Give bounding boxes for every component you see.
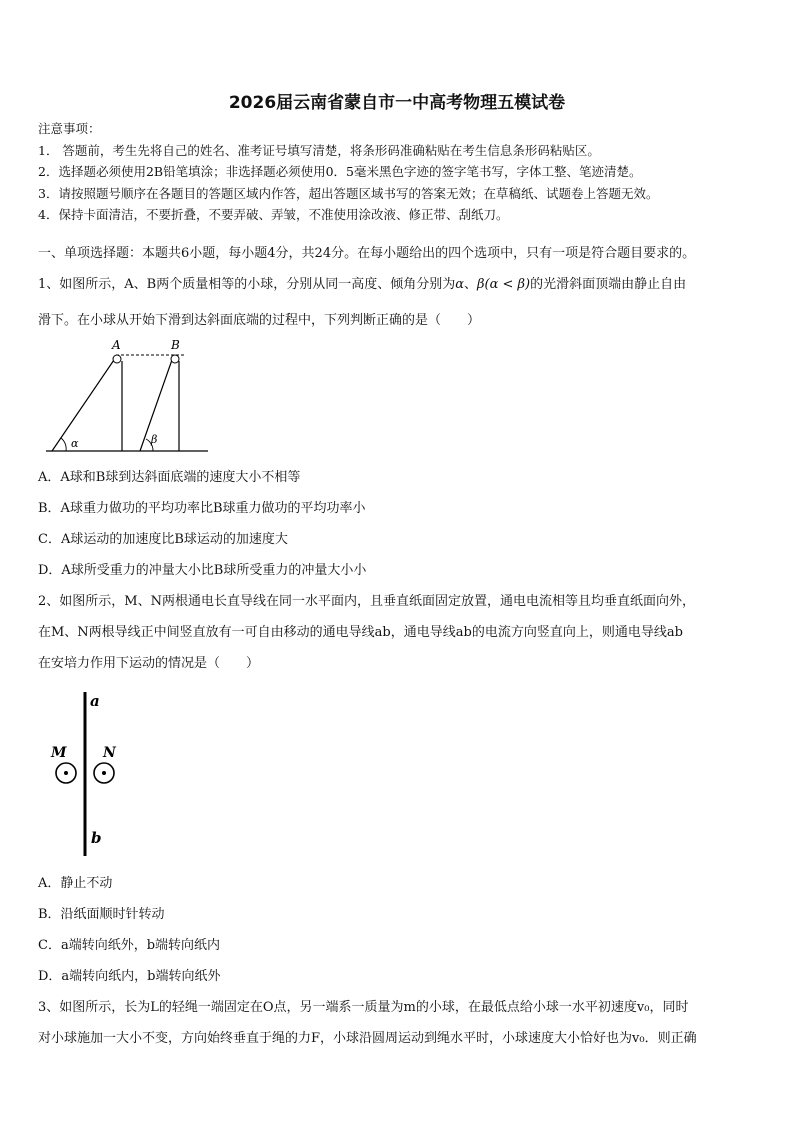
label-n: N <box>103 745 116 761</box>
label-m: M <box>51 745 67 761</box>
label-a: A <box>112 338 121 352</box>
label-beta: β <box>151 433 158 446</box>
q1-incline-figure <box>38 335 218 460</box>
q1-stem-line2: 滑下。在小球从开始下滑到达斜面底端的过程中，下列判断正确的是（ ） <box>38 313 481 328</box>
notice-heading: 注意事项： <box>38 121 101 136</box>
q1-option-b: B．A球重力做功的平均功率比B球重力做功的平均功率小 <box>38 501 366 516</box>
q1-alpha: α <box>455 277 464 292</box>
q3-stem-line2: 对小球施加一大小不变，方向始终垂直于绳的力F，小球沿圆周运动到绳水平时，小球速度大小恰好也为v₀．则正确 <box>38 1031 697 1046</box>
ball-b <box>171 355 179 363</box>
label-wire-a: a <box>90 692 100 710</box>
label-b: B <box>171 338 180 352</box>
notice-item-1: 1． 答题前，考生先将自己的姓名、准考证号填写清楚，将条形码准确粘贴在考生信息条形码粘贴区。 <box>38 143 600 158</box>
label-alpha: α <box>71 437 79 450</box>
q1-stem-line1 <box>38 276 686 294</box>
q2-stem-line3: 在安培力作用下运动的情况是（ ） <box>38 656 260 671</box>
notice-item-4: 4．保持卡面清洁，不要折叠，不要弄破、弄皱，不准使用涂改液、修正带、刮纸刀。 <box>38 207 509 222</box>
q1-beta-condition: β(α < β) <box>477 277 531 292</box>
page-title: 2026届云南省蒙自市一中高考物理五模试卷 <box>228 93 566 113</box>
wire-m-dot <box>64 771 68 775</box>
ball-a <box>113 355 121 363</box>
label-wire-b: b <box>91 829 102 847</box>
q1-stem-text-b: 的光滑斜面顶端由静止自由 <box>530 277 687 292</box>
q2-option-c: C．a端转向纸外，b端转向纸内 <box>38 938 221 953</box>
notice-item-2: 2．选择题必须使用2B铅笔填涂；非选择题必须使用0．5毫米黑色字迹的签字笔书写，字体工整、笔迹清楚。 <box>38 164 642 179</box>
q2-wire-figure <box>44 688 134 860</box>
q3-stem-line1: 3、如图所示，长为L的轻绳一端固定在O点，另一端系一质量为m的小球，在最低点给小球一水平初速度v₀，同时 <box>38 1000 689 1015</box>
q2-stem-line1: 2、如图所示，M、N两根通电长直导线在同一水平面内，且垂直纸面固定放置，通电电流相等且均垂直纸面向外， <box>38 594 695 609</box>
q1-separator: 、 <box>464 277 478 292</box>
q1-option-d: D．A球所受重力的冲量大小比B球所受重力的冲量大小小 <box>38 563 367 578</box>
wire-n-dot <box>102 771 106 775</box>
notice-item-3: 3．请按照题号顺序在各题目的答题区域内作答，超出答题区域书写的答案无效；在草稿纸、试题卷上答题无效。 <box>38 186 659 201</box>
q1-option-a: A．A球和B球到达斜面底端的速度大小不相等 <box>38 470 301 485</box>
angle-arc-alpha <box>61 438 66 451</box>
incline-a <box>52 357 116 451</box>
q2-option-b: B．沿纸面顺时针转动 <box>38 907 165 922</box>
q1-option-c: C．A球运动的加速度比B球运动的加速度大 <box>38 532 288 547</box>
q2-option-a: A．静止不动 <box>38 876 113 891</box>
q2-stem-line2: 在M、N两根导线正中间竖直放有一可自由移动的通电导线ab，通电导线ab的电流方向竖直向上，则通电导线ab <box>38 625 683 640</box>
section-heading: 一、单项选择题：本题共6小题，每小题4分，共24分。在每小题给出的四个选项中，只有一项是符合题目要求的。 <box>38 246 696 261</box>
q2-option-d: D．a端转向纸内，b端转向纸外 <box>38 969 221 984</box>
q1-stem-text-a: 1、如图所示，A、B两个质量相等的小球，分别从同一高度、倾角分别为 <box>38 277 456 292</box>
